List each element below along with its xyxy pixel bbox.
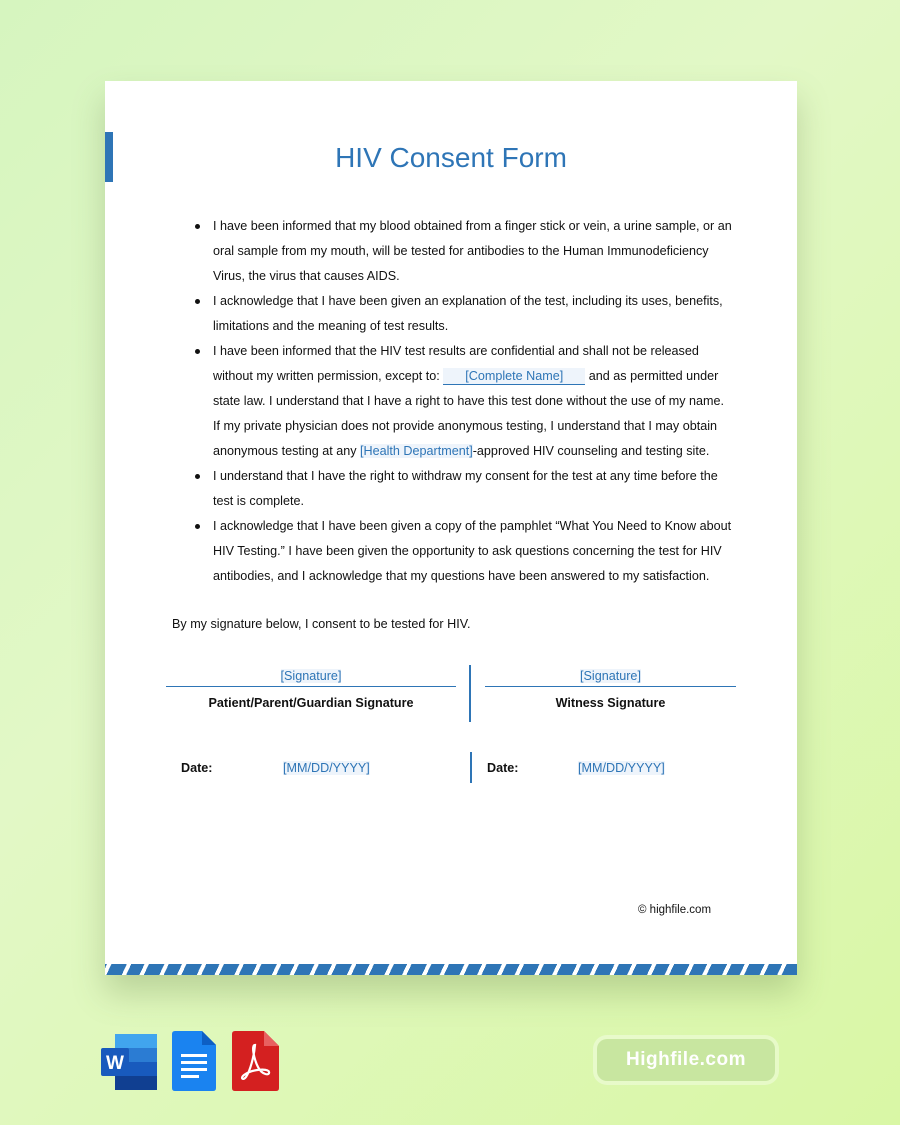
consent-statement: By my signature below, I consent to be tested for HIV. (172, 617, 471, 631)
word-icon[interactable] (101, 1031, 157, 1096)
list-item: I acknowledge that I have been given a copy of the pamphlet “What You Need to Know about HIV Testing.” I have been given the opportunity to ask questions concerning the test for HIV antibodies, and I acknowledge that my questions have been answered to my satisfaction. (213, 514, 733, 589)
google-docs-icon[interactable] (172, 1031, 216, 1096)
brand-badge[interactable] (593, 1035, 779, 1085)
consent-list (213, 214, 733, 589)
brand-label: Highfile.com (597, 1039, 775, 1081)
list-item (213, 339, 733, 464)
witness-signature-block (485, 669, 736, 710)
list-item: I understand that I have the right to withdraw my consent for the test at any time before the test is complete. (213, 464, 733, 514)
witness-signature-label: Witness Signature (555, 696, 666, 710)
health-department-field[interactable]: [Health Department] (360, 444, 473, 458)
patient-signature-label: Patient/Parent/Guardian Signature (208, 696, 414, 710)
striped-border (105, 964, 797, 975)
divider (470, 752, 472, 783)
patient-signature-block (166, 669, 456, 710)
text: I have been informed that the HIV test results are confidential and shall not be released without my written permission, except to: (213, 344, 699, 383)
list-item: I have been informed that my blood obtained from a finger stick or vein, a urine sample, or an oral sample from my mouth, will be tested for antibodies to the Human Immunodeficiency Virus, the virus that causes AIDS. (213, 214, 733, 289)
text: -approved HIV counseling and testing site. (472, 444, 710, 458)
pdf-icon[interactable] (232, 1031, 279, 1096)
complete-name-field[interactable]: [Complete Name] (443, 368, 585, 385)
witness-date-label: Date: (487, 761, 519, 775)
patient-date-field[interactable]: [MM/DD/YYYY] (283, 761, 370, 775)
text: and as permitted under state law. I understand that I have a right to have this test done without the use of my name. If my private physician does not provide anonymous testing, I understand that I may obtain anonymous testing at any (213, 369, 725, 458)
page-title: HIV Consent Form (335, 142, 567, 173)
divider (469, 665, 471, 722)
svg-text:W: W (106, 1053, 124, 1074)
list-item: I acknowledge that I have been given an explanation of the test, including its uses, benefits, limitations and the meaning of test results. (213, 289, 733, 339)
witness-signature-field[interactable]: [Signature] (580, 669, 641, 683)
document-page (105, 81, 797, 975)
witness-date-field[interactable]: [MM/DD/YYYY] (578, 761, 665, 775)
patient-signature-field[interactable]: [Signature] (280, 669, 342, 683)
patient-date-label: Date: (181, 761, 213, 775)
copyright: © highfile.com (638, 904, 712, 916)
